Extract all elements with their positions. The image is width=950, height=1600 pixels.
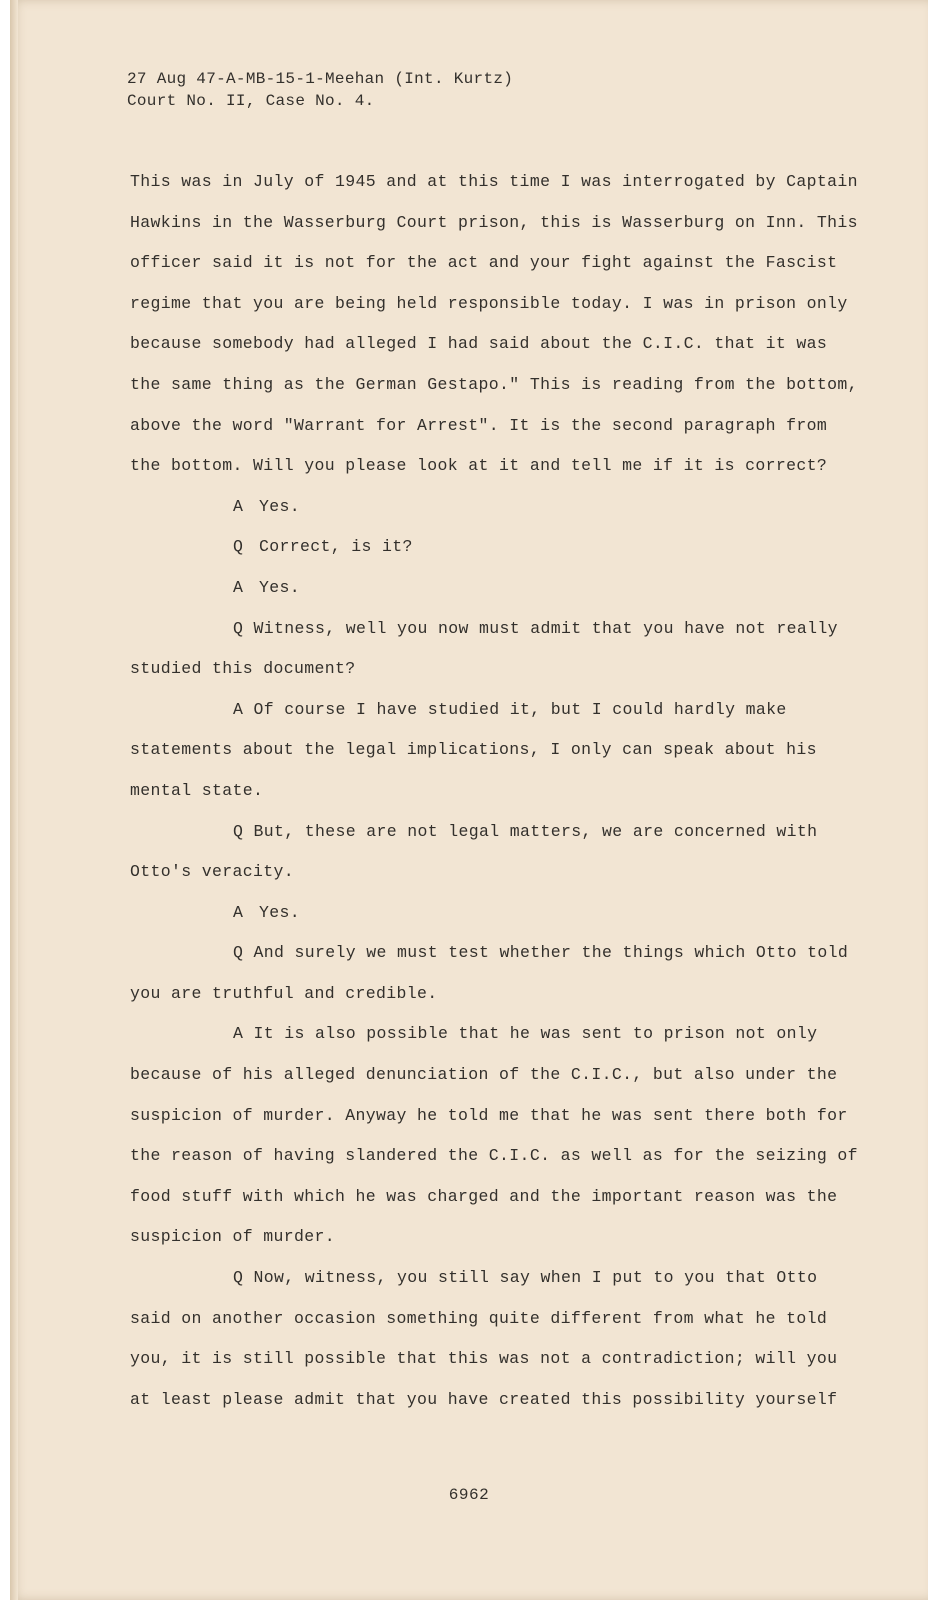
answer-mark: A — [233, 577, 244, 597]
paragraph-4: Q But, these are not legal matters, we are concerned with Otto's veracity. — [130, 821, 818, 882]
transcript-body — [130, 162, 865, 1420]
paragraph-1: This was in July of 1945 and at this time I was interrogated by Captain Hawkins in the Wasserburg Court prison, this is Wasserburg on Inn. This officer said it is not for the act and your fight against the Fascist regime that you are being held responsible today. I was in prison only because somebody had alleged I had said about the C.I.C. that it was the same thing as the German Gestapo." This is reading from the bottom, above the word "Warrant for Arrest". It is the second paragraph from the bottom. Will you please look at it and tell me if it is correct? — [130, 172, 858, 476]
answer-text: Yes. — [259, 496, 301, 516]
paragraph-6: A It is also possible that he was sent to prison not only because of his alleged denunciation of the C.I.C., but also under the suspicion of murder. Anyway he told me that he was sent there both for the reason of having slandered the C.I.C. as well as for the seizing of food stuff with which he was charged and the important reason was the suspicion of murder. — [130, 1024, 858, 1247]
paragraph-5: Q And surely we must test whether the things which Otto told you are truthful and credible. — [130, 943, 849, 1003]
document-page — [10, 0, 928, 1600]
question-mark: Q — [233, 537, 244, 557]
header-line-1: 27 Aug 47-A-MB-15-1-Meehan (Int. Kurtz) — [127, 70, 514, 88]
answer-2 — [130, 568, 865, 609]
answer-text: Yes. — [259, 577, 301, 597]
paragraph-2: Q Witness, well you now must admit that you have not really studied this document? — [130, 618, 838, 679]
answer-mark: A — [233, 496, 244, 516]
page-number: 6962 — [448, 1486, 490, 1504]
answer-3 — [130, 893, 865, 934]
question-1 — [130, 527, 865, 568]
question-text: Correct, is it? — [259, 537, 413, 557]
paragraph-7: Q Now, witness, you still say when I put to you that Otto said on another occasion something quite different from what he told you, it is still possible that this was not a contradiction; will you at least please admit that you have created this possibility yourself — [130, 1268, 838, 1409]
document-header — [127, 68, 513, 112]
paragraph-3: A Of course I have studied it, but I could hardly make statements about the legal implications, I only can speak about his mental state. — [130, 699, 817, 800]
answer-text: Yes. — [259, 902, 301, 922]
answer-1 — [130, 487, 865, 528]
answer-mark: A — [233, 902, 244, 922]
header-line-2: Court No. II, Case No. 4. — [127, 92, 375, 110]
torn-paper-edge — [10, 0, 18, 1600]
